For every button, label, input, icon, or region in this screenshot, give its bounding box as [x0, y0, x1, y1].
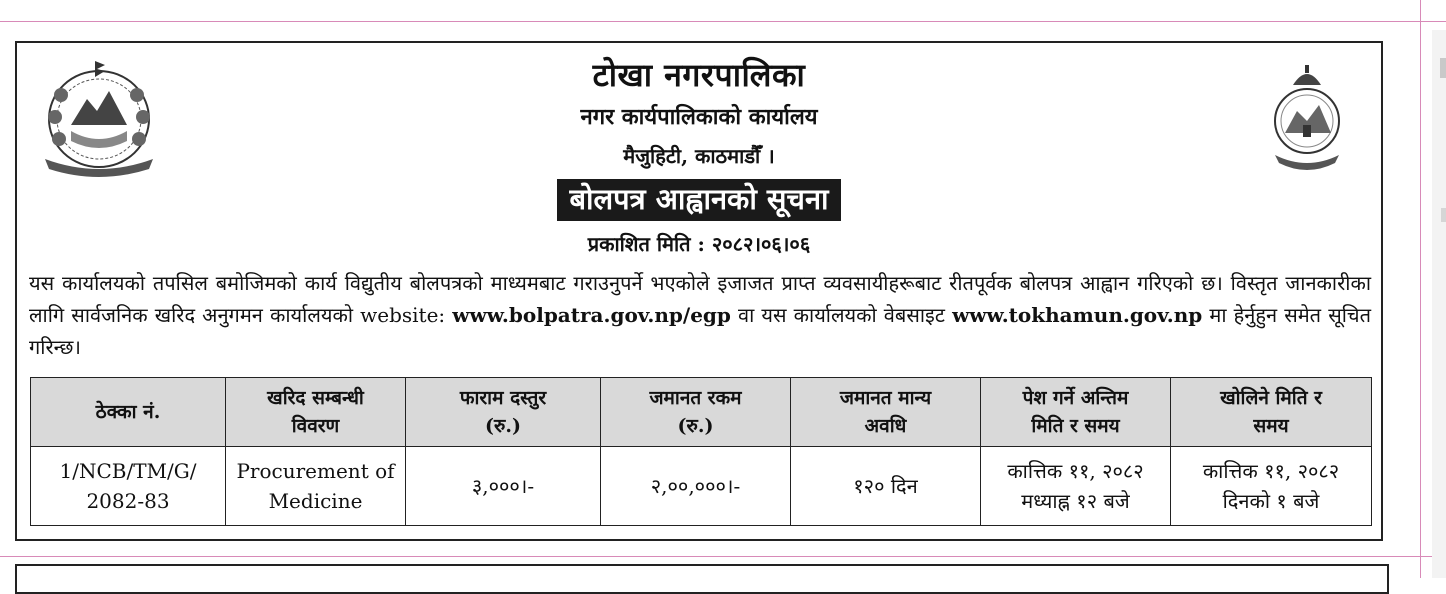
notice-banner: बोलपत्र आह्वानको सूचना: [557, 179, 840, 221]
column-header-contract-no: ठेक्का नं.: [31, 378, 226, 447]
notice-paragraph: [29, 267, 1371, 363]
next-notice-box: [15, 564, 1389, 594]
column-header-form-fee: फाराम दस्तुर (रु.): [406, 378, 601, 447]
cell-contract-no: 1/NCB/TM/G/ 2082-83: [31, 447, 226, 526]
municipality-title: टोखा नगरपालिका: [592, 56, 806, 94]
adjacent-page-mark: [1440, 58, 1446, 78]
table-row: [31, 447, 1372, 526]
column-header-description: खरिद सम्बन्धी विवरण: [226, 378, 406, 447]
municipality-website-link[interactable]: www.tokhamun.gov.np: [952, 303, 1203, 327]
page-guide-line-right: [1420, 0, 1421, 578]
column-header-opening: खोलिने मिति र समय: [1171, 378, 1372, 447]
tender-table: [30, 377, 1372, 526]
column-header-bid-security: जमानत रकम (रु.): [601, 378, 791, 447]
cell-form-fee: ३,०००।-: [406, 447, 601, 526]
egp-website-link[interactable]: www.bolpatra.gov.np/egp: [452, 303, 731, 327]
page-guide-line-top: [0, 21, 1446, 22]
cell-description: Procurement of Medicine: [226, 447, 406, 526]
column-header-validity: जमानत मान्य अवधि: [791, 378, 981, 447]
cell-submission: कात्तिक ११, २०८२ मध्याह्न १२ बजे: [981, 447, 1171, 526]
paragraph-text: यस कार्यालयको तपसिल बमोजिमको कार्य विद्युतीय बोलपत्रको माध्यमबाट गराउनुपर्ने भएकोले इजाजत प्राप्त व्यवसायीहरूबाट रीतपूर्वक बोलपत्र आह्वान गरिएको छ। विस्तृत जानकारीका लागि सार्वजनिक खरिद अनुगमन कार्यालयको website:: [29, 271, 1371, 327]
paragraph-text: मा हेर्नुहुन समेत सूचित गरिन्छ।: [29, 303, 1371, 359]
column-header-submission: पेश गर्ने अन्तिम मिति र समय: [981, 378, 1171, 447]
office-address: मैजुहिटी, काठमाडौँ ।: [623, 144, 775, 168]
table-header-row: [31, 378, 1372, 447]
adjacent-page-mark: [1441, 208, 1446, 222]
adjacent-page-strip: [1432, 30, 1446, 578]
paragraph-text: वा यस कार्यालयको वेबसाइट: [730, 303, 953, 327]
office-name: नगर कार्यपालिकाको कार्यालय: [580, 104, 818, 130]
cell-bid-security: २,००,०००।-: [601, 447, 791, 526]
tender-notice: [15, 41, 1383, 541]
cell-validity: १२० दिन: [791, 447, 981, 526]
page-guide-line-bottom: [0, 556, 1446, 557]
cell-opening: कात्तिक ११, २०८२ दिनको १ बजे: [1171, 447, 1372, 526]
published-date: प्रकाशित मिति : २०८२।०६।०६: [587, 232, 811, 256]
